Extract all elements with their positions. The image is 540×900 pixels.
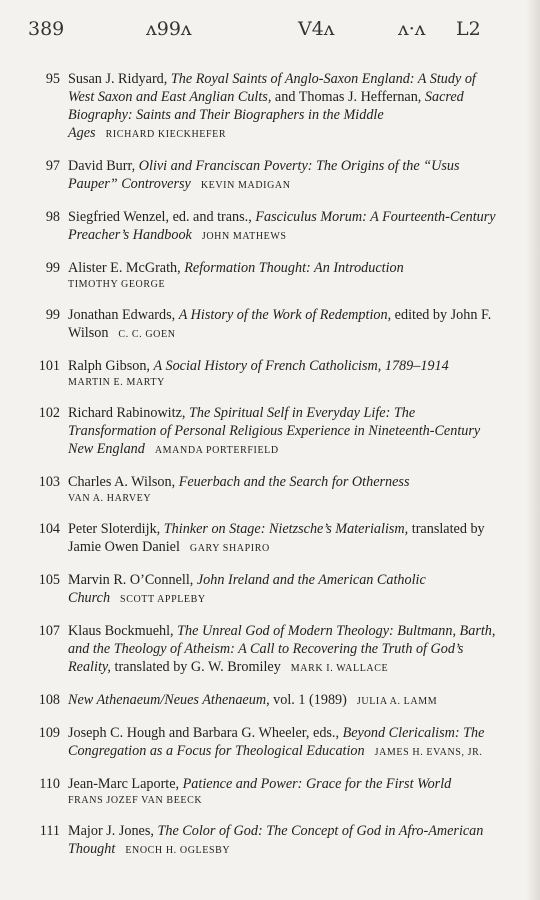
review-entry (24, 306, 502, 344)
handwritten-mark: 389 (28, 18, 65, 40)
page-number: 111 (39, 823, 60, 839)
author-text: Peter Sloterdijk, (68, 521, 164, 537)
book-title: Patience and Power: Grace for the First World (182, 776, 452, 792)
reviewer-name: ENOCH H. OGLESBY (125, 845, 231, 856)
author-text: Joseph C. Hough and Barbara G. Wheeler, eds., (68, 725, 343, 741)
book-title-secondary: Sacred Biography: Saints and Their Biographers in the Middle Ages (68, 89, 464, 141)
author-text: Marvin R. O’Connell, (68, 572, 197, 588)
reviewer-name: MARTIN E. MARTY (68, 377, 165, 388)
page-number: 105 (38, 572, 60, 588)
book-title: Reformation Thought: An Introduction (184, 260, 404, 276)
book-details: vol. 1 (1989) (269, 692, 347, 708)
book-title: Feuerbach and the Search for Otherness (178, 474, 410, 490)
reviewer-name: JULIA A. LAMM (356, 696, 438, 707)
review-entry (24, 404, 502, 460)
page-number: 108 (38, 692, 60, 708)
author-text: Major J. Jones, (68, 823, 158, 839)
review-entry (24, 691, 502, 711)
review-entry (24, 775, 502, 809)
reviewer-name: FRANS JOZEF VAN BEECK (68, 795, 203, 806)
page-number: 103 (38, 474, 60, 490)
page-number: 99 (45, 260, 60, 276)
author-text: David Burr, (68, 158, 139, 174)
page-number: 109 (38, 725, 60, 741)
page-number: 95 (45, 71, 60, 87)
book-title: The Color of God: The Concept of God in Afro-American Thought (68, 823, 484, 857)
review-entry (24, 208, 502, 246)
book-title: Beyond Clericalism: The Congregation as a Focus for Theological Education (68, 725, 485, 759)
handwritten-mark: L2 (456, 18, 481, 40)
reviewer-name: JOHN MATHEWS (201, 231, 287, 242)
reviewer-name: TIMOTHY GEORGE (68, 279, 166, 290)
review-entry (24, 157, 502, 195)
page-number: 97 (45, 158, 60, 174)
book-details: translated by Jamie Owen Daniel (68, 521, 485, 555)
author-text: Charles A. Wilson, (68, 474, 179, 490)
reviewer-name: GARY SHAPIRO (189, 543, 270, 554)
reviewer-name: SCOTT APPLEBY (120, 594, 206, 605)
book-title: John Ireland and the American Catholic Church (68, 572, 426, 606)
review-entry (24, 259, 502, 293)
reviewer-name: MARK I. WALLACE (290, 663, 389, 674)
book-details: translated by G. W. Bromiley (110, 659, 281, 675)
book-details: edited by John F. Wilson (68, 307, 492, 341)
reviewer-name: C. C. GOEN (118, 329, 176, 340)
book-title: A Social History of French Catholicism, 1789–1914 (153, 358, 449, 374)
page-number: 110 (39, 776, 60, 792)
reviewer-name: RICHARD KIECKHEFER (105, 129, 227, 140)
handwritten-mark: ʌ·ʌ (398, 18, 426, 40)
review-entry (24, 822, 502, 860)
review-entry (24, 473, 502, 507)
review-list (24, 70, 502, 873)
reviewer-name: KEVIN MADIGAN (200, 180, 291, 191)
page-edge-shadow (526, 0, 540, 900)
author-text: Klaus Bockmuehl, (68, 623, 178, 639)
review-entry (24, 724, 502, 762)
author-text: Ralph Gibson, (68, 358, 154, 374)
book-title: Thinker on Stage: Nietzsche’s Materialism, (163, 521, 409, 537)
review-entry (24, 622, 502, 678)
review-entry (24, 70, 502, 144)
book-title: The Royal Saints of Anglo-Saxon England: A Study of West Saxon and East Anglian Cults, (68, 71, 476, 105)
book-title: A History of the Work of Redemption, (178, 307, 392, 323)
author-text: Alister E. McGrath, (68, 260, 185, 276)
reviewer-name: JAMES H. EVANS, JR. (374, 747, 483, 758)
page-number: 98 (45, 209, 60, 225)
review-entry (24, 357, 502, 391)
handwritten-mark: V4ʌ (298, 18, 335, 40)
author-text: Jean-Marc Laporte, (68, 776, 183, 792)
author-text: Jonathan Edwards, (68, 307, 179, 323)
book-title: Olivi and Franciscan Poverty: The Origins of the “Usus Pauper” Controversy (68, 158, 460, 192)
review-entry (24, 571, 502, 609)
handwritten-header (28, 18, 500, 52)
author-text: Siegfried Wenzel, ed. and trans., (68, 209, 256, 225)
book-title: Fasciculus Morum: A Fourteenth-Century Preacher’s Handbook (68, 209, 496, 243)
handwritten-mark: ʌ99ʌ (146, 18, 192, 40)
book-title: The Unreal God of Modern Theology: Bultmann, Barth, and the Theology of Atheism: A Call to Recovering the Truth of God’s Reality, (68, 623, 496, 675)
page-number: 107 (38, 623, 60, 639)
page-number: 99 (45, 307, 60, 323)
reviewer-name: AMANDA PORTERFIELD (154, 445, 279, 456)
page-number: 104 (38, 521, 60, 537)
book-details: and Thomas J. Heffernan, (271, 89, 425, 105)
author-text: Richard Rabinowitz, (68, 405, 189, 421)
book-title: The Spiritual Self in Everyday Life: The Transformation of Personal Religious Experience in Nineteenth-Century New England (68, 405, 481, 457)
author-text: Susan J. Ridyard, (68, 71, 171, 87)
review-entry (24, 520, 502, 558)
book-title: New Athenaeum/Neues Athenaeum, (68, 692, 270, 708)
page-number: 101 (38, 358, 60, 374)
reviewer-name: VAN A. HARVEY (68, 493, 152, 504)
page-number: 102 (38, 405, 60, 421)
